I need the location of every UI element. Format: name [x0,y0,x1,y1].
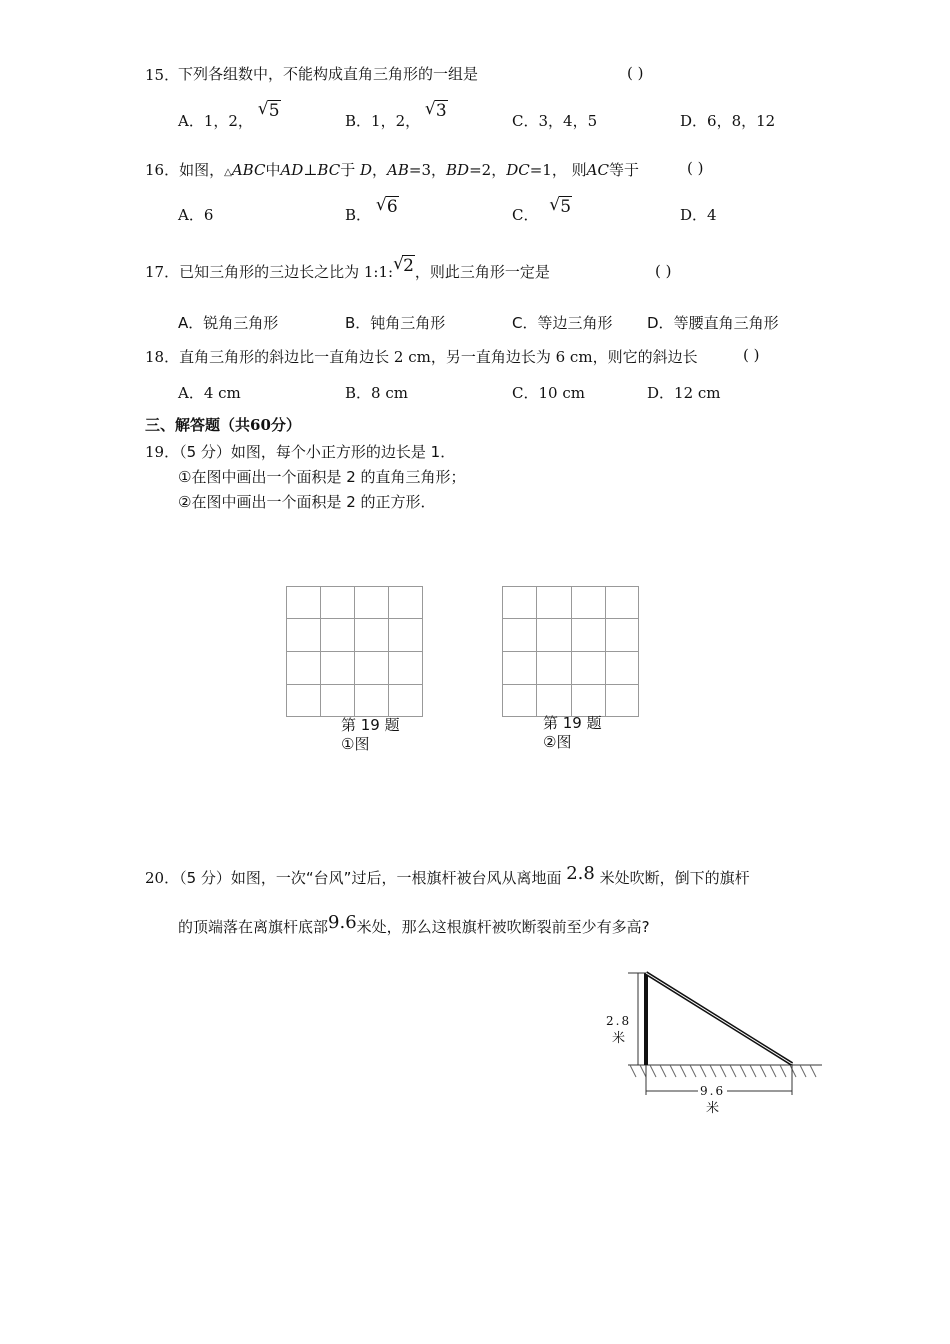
sqrt: √ 2 [393,254,414,276]
math-var: BD [446,161,470,179]
q17-paren: ( ) [655,262,672,280]
distance-label-value: 9.6 [700,1084,726,1098]
q18-stem [145,346,698,367]
stem-text: =1， [529,161,567,179]
q19-line2: ②在图中画出一个面积是 2 的正方形． [178,493,436,511]
option-text: 4 [707,206,717,224]
q15-option-d [680,110,775,131]
option-label: C． [512,112,539,130]
stem-text: 米处，那么这根旗杆被吹断裂前至少有多高? [356,918,650,936]
grid-lines [503,587,639,717]
q16-paren: ( ) [687,159,704,177]
option-label: B． [345,206,372,224]
q20-stem-line1 [145,863,750,888]
section-heading [145,414,301,435]
stem-text: 则 [571,161,587,179]
stem-text: 米处吹断，倒下的旗杆 [599,869,750,887]
option-label: D． [680,112,708,130]
math-var: BC [317,161,341,179]
option-label: A． [178,314,204,332]
option-text: 等腰直角三角形 [673,314,779,332]
option-label: B． [345,384,372,402]
option-text: 1，2， [203,112,253,130]
stem-text: 等于 [608,161,639,179]
pole-fallen-highlight [646,973,792,1064]
q15-paren: ( ) [627,64,644,82]
q17-number: 17． [145,263,180,281]
sqrt: √ 3 [424,99,447,121]
stem-text: 直角三角形的斜边比一直角边长 [179,348,390,366]
q16-option-b [345,195,399,225]
q16-number: 16． [145,161,180,179]
value-text: 2 cm [393,348,431,366]
q15-option-c [512,110,597,131]
option-text: 12 cm [674,384,721,402]
radicand: 5 [560,197,572,217]
q15-stem: 下列各组数中，不能构成直角三角形的一组是 [178,65,479,83]
section-title: 三、解答题（共 [145,416,251,434]
sqrt: √ 5 [549,195,572,217]
option-text: 锐角三角形 [203,314,279,332]
radicand: 6 [386,197,398,217]
option-label: A． [178,384,204,402]
stem-text: （5 分）如图，每个小正方形的边长是 1． [179,443,456,461]
caption-line: 第 19 题 [341,716,400,734]
q17-stem [145,254,550,282]
q18-paren: ( ) [743,346,760,364]
q18-option-c [512,382,585,403]
stem-text: =2， [469,161,507,179]
triangle-icon: △ [224,167,232,178]
q19-line1: ①在图中画出一个面积是 2 的直角三角形； [178,468,466,486]
option-text: 4 cm [203,384,241,402]
sqrt: √ 6 [375,195,398,217]
q18-number: 18． [145,348,180,366]
q18-option-d [647,382,721,403]
q16-option-d [680,204,717,225]
distance-label [698,1083,727,1117]
height-value: 2.8 [566,863,595,884]
q18-option-a [178,382,241,403]
q17-option-b [345,312,445,333]
grid-figure-1 [285,585,425,718]
option-label: B． [345,112,372,130]
option-text: 钝角三角形 [370,314,446,332]
stem-text: 如图， [179,161,225,179]
q20-number: 20． [145,869,180,887]
q17-option-d [647,312,779,333]
perp-symbol: ⊥ [303,161,318,179]
option-label: B． [345,314,371,332]
q16-option-c [512,195,572,225]
sqrt: √ 5 [257,99,280,121]
option-text: 3，4，5 [538,112,598,130]
q16-stem [145,159,639,180]
q17-option-a [178,312,278,333]
ratio-text: 1:1: [363,263,394,281]
option-text: 6 [203,206,214,224]
stem-text: 于 [340,161,356,179]
height-label-unit: 米 [612,1031,626,1046]
stem-text: 的顶端落在离旗杆底部 [178,918,329,936]
option-label: D． [680,206,708,224]
section-score: 60 [250,416,271,434]
stem-text: =3， [408,161,447,179]
grid2-caption [543,714,602,752]
grid-lines [287,587,423,717]
stem-text: ，则它的斜边长 [592,348,698,366]
math-var: D [360,161,373,179]
distance-label-unit: 米 [706,1101,720,1116]
stem-text: 中 [265,161,281,179]
caption-line: ①图 [341,735,370,753]
q15-option-b [345,99,448,131]
option-label: A． [178,112,204,130]
value-text: 6 cm [555,348,593,366]
grid-figure-2 [501,585,641,718]
math-var: AB [387,161,409,179]
q20-stem-line2 [178,912,650,937]
math-var: AD [280,161,304,179]
q16-option-a [178,204,213,225]
caption-line: ②图 [543,733,572,751]
stem-text: ， [372,161,388,179]
stem-text: （5 分）如图，一次“台风”过后，一根旗杆被台风从离地面 [179,869,562,887]
q15-option-a [178,99,281,131]
math-var: DC [506,161,530,179]
option-label: C． [512,384,539,402]
section-close: 分） [270,416,301,434]
height-label [606,1013,631,1047]
radicand: 2 [403,256,414,276]
option-label: C． [512,314,538,332]
option-label: D． [647,384,675,402]
math-var: ABC [231,161,266,179]
caption-line: 第 19 题 [543,714,602,732]
option-text: 10 cm [538,384,585,402]
q17-option-c [512,312,613,333]
option-label: C． [512,206,539,224]
stem-text: 已知三角形的三边长之比为 [179,263,360,281]
option-label: D． [647,314,674,332]
radicand: 5 [268,101,280,121]
ground-hatch [630,1065,816,1077]
math-var: AC [586,161,609,179]
radicand: 3 [435,101,447,121]
option-label: A． [178,206,204,224]
distance-value: 9.6 [328,912,357,933]
q19-number: 19． [145,443,180,461]
q19-stem [145,441,455,462]
option-text: 8 cm [371,384,408,402]
q15-number: 15． [145,66,180,84]
stem-text: ，另一直角边长为 [430,348,551,366]
stem-text: ，则此三角形一定是 [414,263,550,281]
option-text: 等边三角形 [537,314,613,332]
grid1-caption [341,716,400,754]
q18-option-b [345,382,408,403]
height-label-value: 2.8 [606,1014,632,1028]
option-text: 6，8，12 [707,112,776,130]
option-text: 1，2， [371,112,421,130]
